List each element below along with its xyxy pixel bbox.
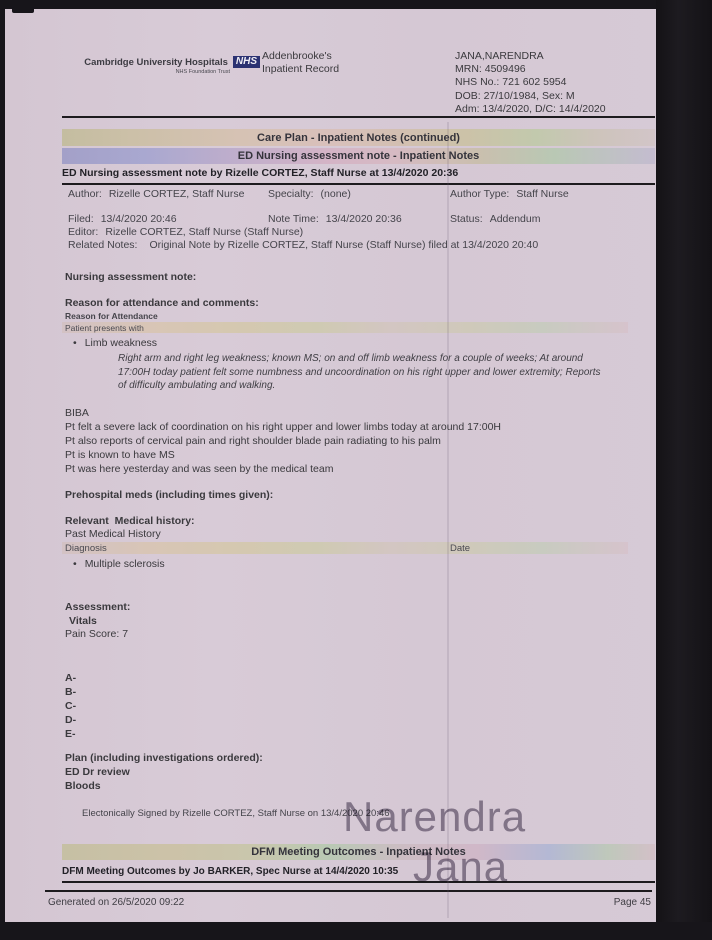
record-title-line1: Addenbrooke's bbox=[262, 50, 332, 62]
scan-border-left bbox=[0, 0, 5, 940]
assessment-title: Assessment: bbox=[65, 601, 131, 613]
patient-mrn: MRN: 4509496 bbox=[455, 63, 526, 76]
meta-specialty-value: (none) bbox=[320, 188, 351, 200]
plan-title: Plan (including investigations ordered): bbox=[65, 752, 263, 764]
banner-ed-nursing: ED Nursing assessment note - Inpatient Notes bbox=[62, 148, 655, 164]
abcde-line: A- bbox=[65, 672, 77, 684]
scan-border-right bbox=[656, 0, 712, 940]
complaint-detail: Right arm and right leg weakness; known MS; on and off limb weakness for a couple of weeks; At around 17:00H today patient felt some numbness and uncoordination on his right upper and lower extremity; Reports of difficulty ambulating and walking. bbox=[118, 353, 601, 391]
abcde-block bbox=[65, 671, 76, 741]
patient-name: JANA,NARENDRA bbox=[455, 50, 544, 62]
trust-subtitle: NHS Foundation Trust bbox=[175, 69, 230, 75]
pmh-subtitle: Past Medical History bbox=[65, 528, 161, 540]
abcde-line: E- bbox=[65, 728, 76, 740]
diagnosis-item: • Multiple sclerosis bbox=[73, 558, 165, 571]
scan-border-top bbox=[0, 0, 712, 9]
banner-care-plan: Care Plan - Inpatient Notes (continued) bbox=[62, 129, 655, 146]
meta-status bbox=[450, 213, 540, 226]
dfm-note-header: DFM Meeting Outcomes by Jo BARKER, Spec Nurse at 14/4/2020 10:35 bbox=[62, 866, 655, 883]
presents-band-label: Patient presents with bbox=[65, 322, 144, 333]
presenting-complaint-item: • Limb weakness bbox=[73, 337, 157, 350]
signature-line: Electonically Signed by Rizelle CORTEZ, Staff Nurse on 13/4/2020 20:46 bbox=[82, 808, 390, 819]
plan-block bbox=[65, 751, 263, 793]
page-number: Page 45 bbox=[613, 897, 651, 908]
meta-filed-value: 13/4/2020 20:46 bbox=[100, 213, 177, 225]
meta-related-notes-value: Original Note by Rizelle CORTEZ, Staff Nurse (Staff Nurse) filed at 13/4/2020 20:40 bbox=[149, 239, 539, 251]
patient-demographics bbox=[455, 50, 606, 116]
meta-status-label: Status: bbox=[450, 213, 483, 225]
header-divider bbox=[62, 116, 655, 118]
biba-line: Pt is known to have MS bbox=[65, 449, 175, 461]
meta-status-value: Addendum bbox=[489, 213, 541, 225]
relevant-history-title: Relevant Medical history: bbox=[65, 515, 195, 527]
abcde-line: C- bbox=[65, 700, 77, 712]
meta-author bbox=[68, 188, 260, 201]
scan-corner-notch bbox=[12, 7, 34, 13]
meta-note-time-label: Note Time: bbox=[268, 213, 319, 225]
record-title bbox=[262, 50, 339, 76]
diagnosis-header-band bbox=[62, 542, 628, 554]
trust-name: Cambridge University Hospitals bbox=[84, 56, 228, 68]
reason-subtitle: Reason for Attendance bbox=[65, 311, 158, 321]
prehospital-title: Prehospital meds (including times given): bbox=[65, 489, 274, 501]
meta-note-time-value: 13/4/2020 20:36 bbox=[325, 213, 402, 225]
note-header: ED Nursing assessment note by Rizelle CORTEZ, Staff Nurse at 13/4/2020 20:36 bbox=[62, 167, 655, 185]
meta-editor-value: Rizelle CORTEZ, Staff Nurse (Staff Nurse) bbox=[105, 226, 304, 238]
meta-specialty-label: Specialty: bbox=[268, 188, 314, 200]
biba-line: Pt felt a severe lack of coordination on his right upper and lower limbs today at around 17:00H bbox=[65, 421, 502, 433]
meta-author-type-label: Author Type: bbox=[450, 188, 510, 200]
plan-line: Bloods bbox=[65, 780, 101, 792]
generated-timestamp: Generated on 26/5/2020 09:22 bbox=[48, 897, 185, 908]
diagnosis-column-label: Diagnosis bbox=[65, 542, 107, 554]
plan-line: ED Dr review bbox=[65, 766, 130, 778]
meta-author-value: Rizelle CORTEZ, Staff Nurse bbox=[108, 188, 245, 200]
nhs-logo-icon: NHS bbox=[233, 56, 260, 68]
meta-author-label: Author: bbox=[68, 188, 102, 200]
meta-filed-label: Filed: bbox=[68, 213, 94, 225]
page-footer bbox=[48, 897, 651, 908]
nursing-note-title: Nursing assessment note: bbox=[65, 271, 197, 283]
biba-line: Pt also reports of cervical pain and right shoulder blade pain radiating to his palm bbox=[65, 435, 441, 447]
reason-title: Reason for attendance and comments: bbox=[65, 297, 259, 309]
presents-band bbox=[62, 322, 628, 333]
banner-dfm: DFM Meeting Outcomes - Inpatient Notes bbox=[62, 844, 655, 860]
patient-dob-sex: DOB: 27/10/1984, Sex: M bbox=[455, 89, 575, 102]
date-column-label: Date bbox=[450, 542, 471, 554]
meta-related-notes-label: Related Notes: bbox=[68, 239, 138, 251]
footer-divider bbox=[45, 890, 652, 892]
meta-editor-label: Editor: bbox=[68, 226, 99, 238]
pain-score: Pain Score: 7 bbox=[65, 628, 129, 640]
meta-filed bbox=[68, 213, 177, 226]
watermark-last-name: Jana bbox=[413, 843, 509, 890]
watermark-first-name: Narendra bbox=[343, 793, 527, 840]
meta-specialty bbox=[268, 188, 351, 201]
meta-note-time bbox=[268, 213, 402, 226]
record-title-line2: Inpatient Record bbox=[262, 63, 340, 75]
trust-logo bbox=[78, 56, 260, 75]
meta-author-type bbox=[450, 188, 569, 201]
abcde-line: B- bbox=[65, 686, 77, 698]
biba-line: BIBA bbox=[65, 407, 89, 419]
abcde-line: D- bbox=[65, 714, 77, 726]
patient-nhs-no: NHS No.: 721 602 5954 bbox=[455, 76, 567, 89]
biba-line: Pt was here yesterday and was seen by the medical team bbox=[65, 463, 334, 475]
vitals-title: Vitals bbox=[69, 615, 97, 627]
scan-border-bottom bbox=[0, 922, 712, 940]
meta-editor bbox=[68, 226, 303, 239]
meta-author-type-value: Staff Nurse bbox=[516, 188, 569, 200]
meta-related-notes bbox=[68, 239, 538, 252]
biba-block bbox=[65, 406, 501, 476]
patient-adm-dc: Adm: 13/4/2020, D/C: 14/4/2020 bbox=[455, 102, 606, 115]
